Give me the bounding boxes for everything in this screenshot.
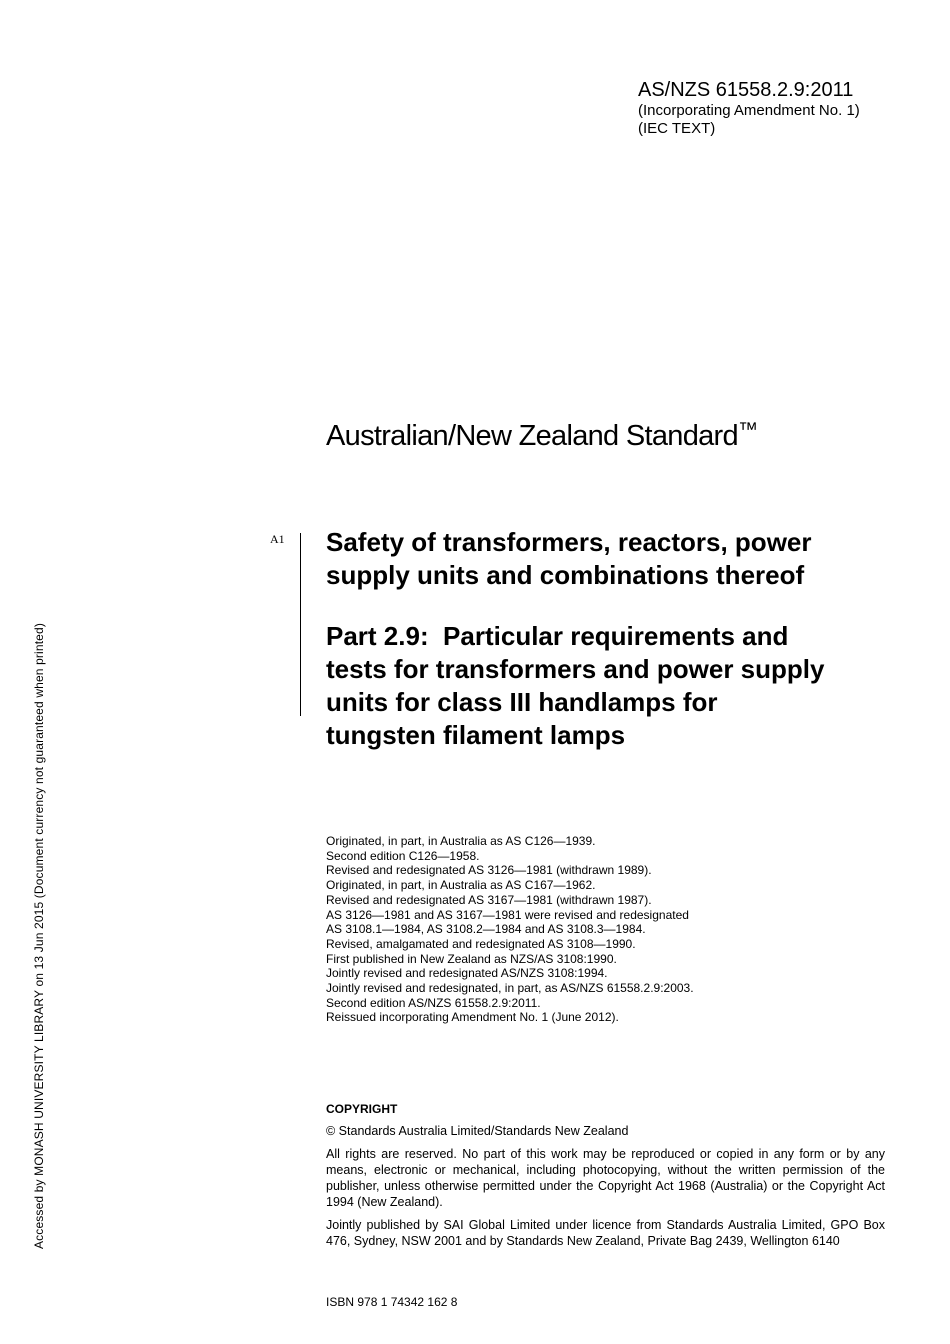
copyright-rights-text: All rights are reserved. No part of this work may be reproduced or copied in any form or by any means, electronic or mechanical, including photocopying, without the written permission of the publisher, unless otherwise permitted under the Copyright Act 1968 (Australia) or the Copyright Act 1994 (New Zealand). xyxy=(326,1147,885,1209)
history-item: Second edition AS/NZS 61558.2.9:2011. xyxy=(326,995,541,1010)
publisher-text: Jointly published by SAI Global Limited under licence from Standards Australia Limited, GPO Box 476, Sydney, NSW 2001 and by Standards New Zealand, Private Bag 2439, Wellington 6140 xyxy=(326,1218,885,1248)
amendment-marker: A1 xyxy=(270,532,285,546)
copyright-heading: COPYRIGHT xyxy=(326,1102,398,1116)
publication-history xyxy=(326,834,886,1025)
part-line: units for class III handlamps for xyxy=(326,687,718,717)
history-item: First published in New Zealand as NZS/AS 3108:1990. xyxy=(326,951,617,966)
standard-designation xyxy=(638,78,860,138)
amendment-note: (Incorporating Amendment No. 1) xyxy=(638,102,860,119)
history-item: Originated, in part, in Australia as AS C126—1939. xyxy=(326,834,596,848)
history-item: AS 3126—1981 and AS 3167—1981 were revised and redesignated xyxy=(326,907,689,922)
history-item: Revised and redesignated AS 3126—1981 (withdrawn 1989). xyxy=(326,863,652,878)
history-item: Jointly revised and redesignated AS/NZS 3108:1994. xyxy=(326,966,608,981)
history-item: Revised and redesignated AS 3167—1981 (withdrawn 1987). xyxy=(326,892,652,907)
title-line: Safety of transformers, reactors, power xyxy=(326,527,812,557)
amendment-change-bar xyxy=(300,533,301,716)
trademark-symbol: ™ xyxy=(737,419,758,441)
access-notice: Accessed by MONASH UNIVERSITY LIBRARY on 13 Jun 2015 (Document currency not guaranteed when printed) xyxy=(32,623,46,1249)
history-item: Jointly revised and redesignated, in part, as AS/NZS 61558.2.9:2003. xyxy=(326,981,694,996)
iec-text-note: (IEC TEXT) xyxy=(638,120,716,137)
standard-number: AS/NZS 61558.2.9:2011 xyxy=(638,79,854,101)
document-title xyxy=(326,526,906,592)
history-item: AS 3108.1—1984, AS 3108.2—1984 and AS 3108.3—1984. xyxy=(326,922,646,937)
brand-title-text: Australian/New Zealand Standard xyxy=(326,420,738,452)
history-item: Reissued incorporating Amendment No. 1 (June 2012). xyxy=(326,1010,619,1025)
part-line: tests for transformers and power supply xyxy=(326,654,825,684)
history-item: Second edition C126—1958. xyxy=(326,848,480,863)
part-title xyxy=(326,620,906,752)
part-line: Part 2.9: Particular requirements and xyxy=(326,621,789,651)
history-item: Revised, amalgamated and redesignated AS 3108—1990. xyxy=(326,936,636,951)
history-item: Originated, in part, in Australia as AS C167—1962. xyxy=(326,878,596,893)
title-line: supply units and combinations thereof xyxy=(326,560,805,590)
copyright-owner: © Standards Australia Limited/Standards New Zealand xyxy=(326,1124,629,1138)
standard-brand-title xyxy=(326,420,757,453)
isbn: ISBN 978 1 74342 162 8 xyxy=(326,1295,458,1309)
part-line: tungsten filament lamps xyxy=(326,720,626,750)
